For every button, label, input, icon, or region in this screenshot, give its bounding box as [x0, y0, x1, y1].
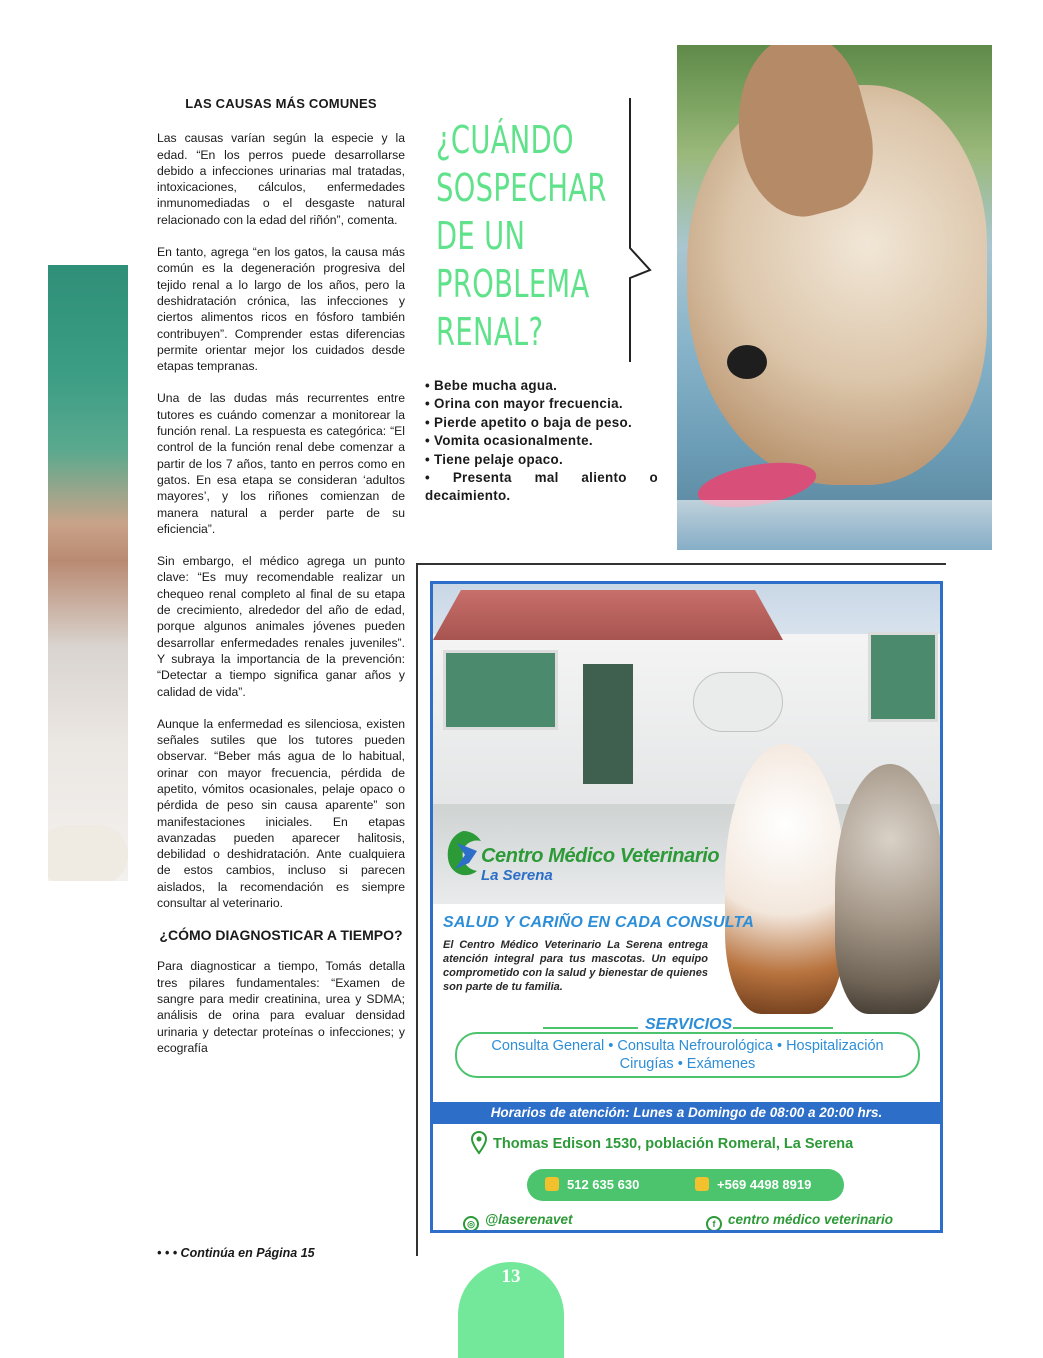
dog-nose-shape: [727, 345, 767, 379]
heading-diagnose: ¿CÓMO DIAGNOSTICAR A TIEMPO?: [159, 927, 403, 944]
symptom-item: • Tiene pelaje opaco.: [425, 451, 563, 467]
question-line: DE UN: [436, 214, 526, 258]
instagram-handle[interactable]: [463, 1212, 572, 1232]
paragraph-3: Una de las dudas más recurrentes entre tutores es cuándo comenzar a monitorear la función renal. La respuesta es categórica: “El control de la función renal debe comenzar a partir de los 7 años, tanto en perros como en gatos. En esa etapa se consideran ‘adultos mayores’, y los riñones comienzan de manera natural a perder parte de su eficiencia”.: [157, 391, 405, 536]
clinic-logo: [443, 829, 743, 889]
clinic-window: [443, 650, 558, 730]
phone-number: +569 4498 8919: [717, 1177, 812, 1192]
services-rule: [543, 1027, 638, 1029]
dog-and-cat-photo: [715, 734, 943, 1024]
ad-slogan: SALUD Y CARIÑO EN CADA CONSULTA: [443, 914, 755, 931]
services-rule: [733, 1027, 833, 1029]
facebook-icon: f: [706, 1216, 722, 1232]
phone-whatsapp[interactable]: [695, 1169, 811, 1201]
clinic-roof: [433, 590, 783, 640]
question-heading: [436, 116, 607, 356]
vet-hands-photo: [48, 265, 128, 881]
services-title: SERVICIOS: [645, 1016, 733, 1033]
symptom-item: • Orina con mayor frecuencia.: [425, 396, 623, 412]
clinic-window: [868, 632, 938, 722]
clinic-sign: [693, 672, 783, 732]
facebook-text: centro médico veterinario: [728, 1212, 894, 1227]
paragraph-4: Sin embargo, el médico agrega un punto clave: “Es muy recomendable realizar un chequeo renal completo al final de su etapa de crecimiento, alrededor del año de edad, porque algunos animales jóvenes pueden desarrollar enfermedades renales juveniles”. Y subraya la importancia de la prevención: “Detectar a tiempo significa ganar años y calidad de vida”.: [157, 554, 405, 699]
ad-description: El Centro Médico Veterinario La Serena entrega atención integral para tus mascotas. Un equipo comprometido con la salud y bienestar de quienes son parte de tu familia.: [443, 939, 708, 993]
symptom-item: • Bebe mucha agua.: [425, 378, 558, 393]
paragraph-2: En tanto, agrega “en los gatos, la causa más común es la degeneración progresiva del tejido renal a lo largo de los años, pero la deshidratación crónica, las infecciones y ciertos alimentos ricos en fósforo también contribuyen”. Comprender estas diferencias permite orientar mejor los cuidados desde etapas tempranas.: [157, 245, 405, 374]
paragraph-1: Las causas varían según la especie y la edad. “En los perros puede desarrollarse debido a infecciones urinarias mal tratadas, intoxicaciones, cálculos, enfermedades inmunomediadas o el desgaste natural relacionado con la edad del riñón”, comenta.: [157, 131, 405, 227]
whatsapp-icon: [695, 1177, 709, 1191]
question-line: PROBLEMA: [436, 262, 590, 306]
services-line: Consulta General • Consulta Nefrourológica • Hospitalización: [491, 1038, 884, 1054]
question-line: SOSPECHAR: [436, 166, 607, 210]
heading-causes: LAS CAUSAS MÁS COMUNES: [185, 96, 377, 111]
instagram-text: @laserenavet: [485, 1212, 573, 1227]
question-line: ¿CUÁNDO: [436, 118, 574, 162]
page-number: 13: [458, 1262, 564, 1358]
hours-banner: Horarios de atención: Lunes a Domingo de 08:00 a 20:00 hrs.: [433, 1102, 940, 1124]
clinic-address: [473, 1136, 853, 1152]
paragraph-5: Aunque la enfermedad es silenciosa, existen señales sutiles que los tutores pueden observar. “Beber más agua de lo habitual, orinar con mayor frecuencia, pérdida de apetito, vómitos ocasionales, pelaje opaco o pérdida de peso sin causa aparente” son manifestaciones iniciales. En etapas avanzadas pueden aparecer halitosis, debilidad o deshidratación. Ante cualquiera de estos cambios, incluso si parecen aislados, la recomendación es siempre consultar al veterinario.: [157, 716, 405, 911]
clinic-door: [583, 664, 633, 784]
cat-shape: [835, 764, 943, 1014]
continue-note: • • • Continúa en Página 15: [157, 1246, 315, 1260]
phones-pill: [527, 1169, 844, 1201]
clinic-advertisement: [430, 581, 943, 1233]
brand-name: Centro Médico Veterinario: [481, 845, 720, 867]
instagram-icon: ◎: [463, 1216, 479, 1232]
symptoms-list: [425, 377, 658, 506]
dog-drinking-photo: [677, 45, 992, 550]
brand-city: La Serena: [481, 867, 553, 884]
dog-shape: [725, 744, 845, 1014]
symptom-item: • Vomita ocasionalmente.: [425, 433, 593, 449]
water-shape: [677, 500, 992, 550]
services-box: [455, 1032, 920, 1078]
question-line: RENAL?: [436, 310, 544, 354]
divider-horizontal: [416, 563, 946, 565]
services-line: Cirugías • Exámenes: [619, 1056, 756, 1072]
phone-icon: [545, 1177, 559, 1191]
article-column: [157, 96, 405, 1072]
symptom-item: • Pierde apetito o baja de peso.: [425, 414, 633, 430]
phone-landline[interactable]: [545, 1169, 639, 1201]
facebook-handle[interactable]: [706, 1212, 893, 1232]
symptom-item: • Presenta mal aliento o decaimiento.: [425, 470, 658, 504]
paragraph-diagnose: Para diagnosticar a tiempo, Tomás detalla tres pilares fundamentales: “Examen de sangre para medir creatinina, urea y SDMA; análisis de orina para evaluar densidad urinaria y detectar proteínas o infecciones; y ecografía: [157, 959, 405, 1055]
divider-vertical: [416, 563, 418, 1256]
dog-head-logo-icon: [443, 829, 485, 879]
bracket-divider: [620, 98, 660, 362]
address-text: Thomas Edison 1530, población Romeral, La Serena: [493, 1136, 854, 1152]
glove-shape: [48, 825, 128, 881]
phone-number: 512 635 630: [567, 1177, 640, 1192]
